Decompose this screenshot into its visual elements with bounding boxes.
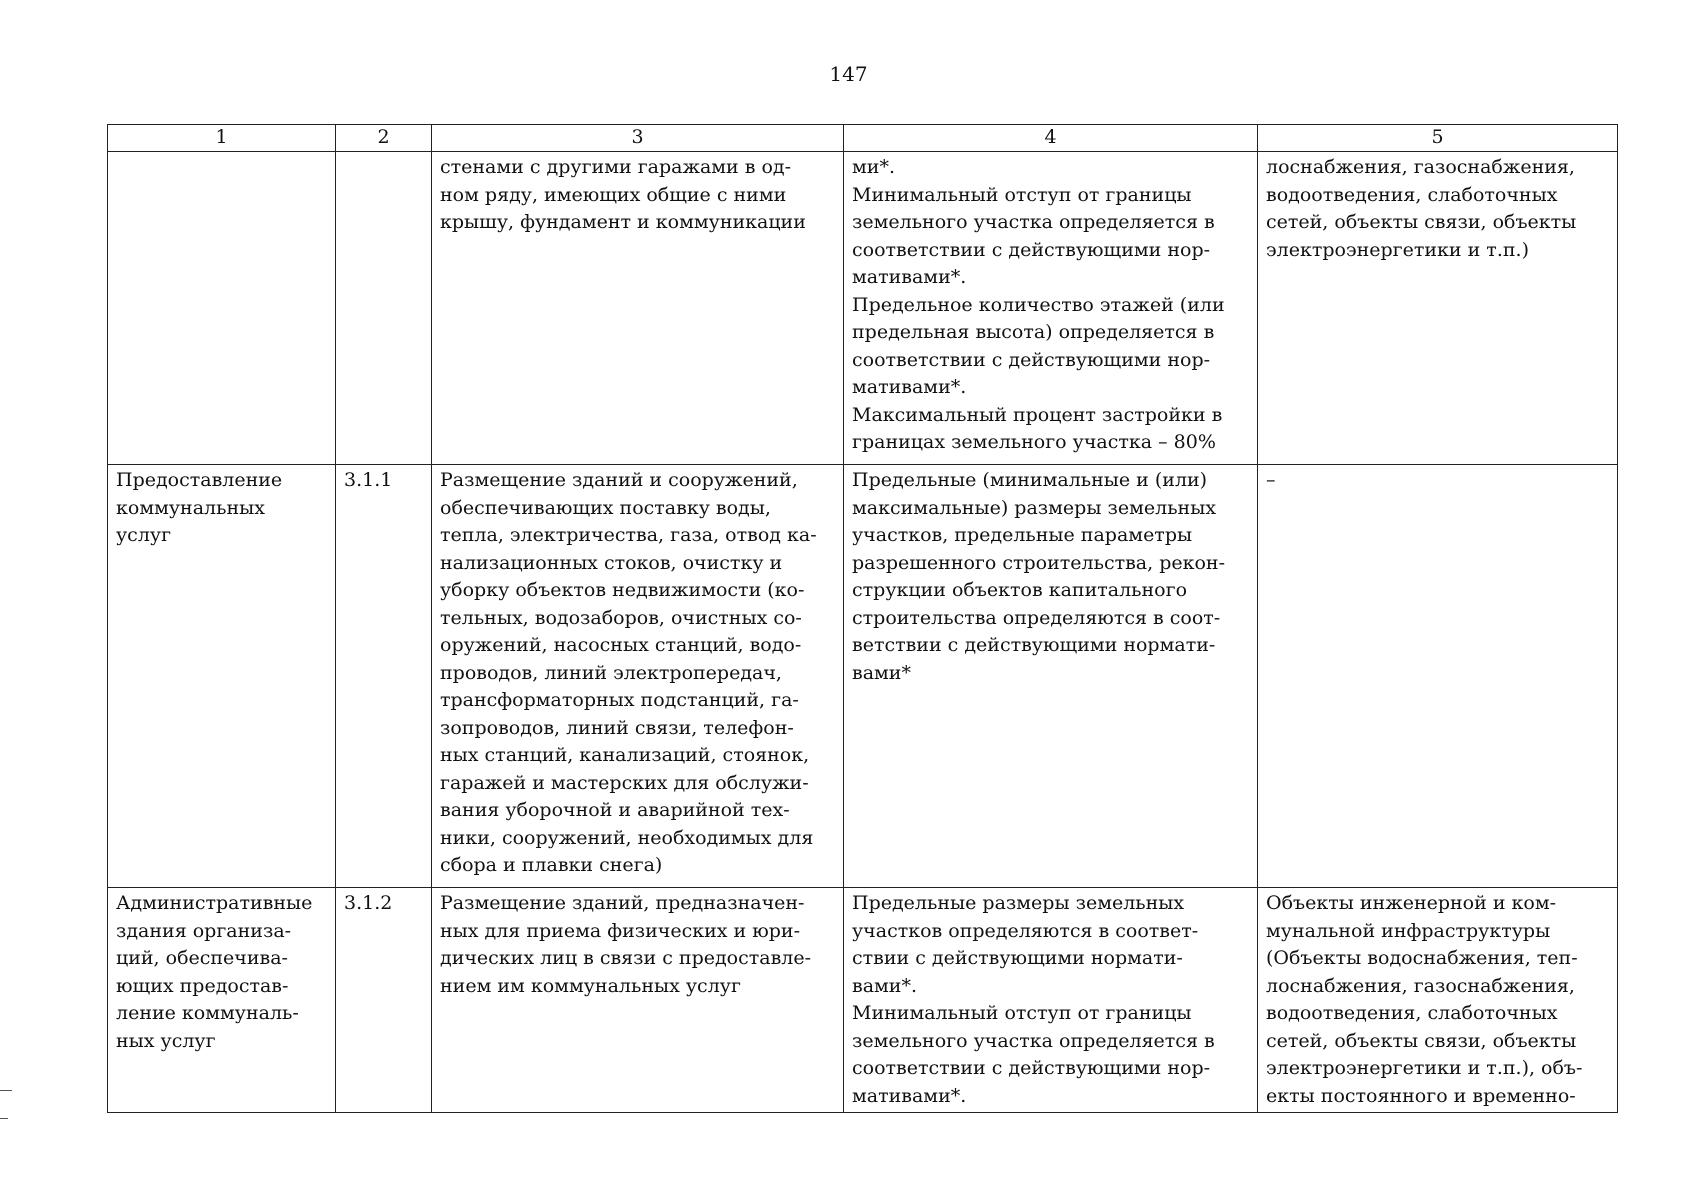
use-name-cell [108,152,336,465]
use-name-cell [108,888,336,1113]
parameters-text: Предельные (минимальные и (или) максимальные) размеры земельных участков, предельные параметры разрешенного строительства, рекон- струкции объектов капитального строительства определяются в соот- ветствии с действующими нормати- вами* [852,469,1226,684]
column-header-1: 1 [108,125,336,152]
zoning-table [107,124,1618,1113]
table-header-row [108,125,1618,152]
column-header-2: 2 [336,125,432,152]
infrastructure-cell [1258,152,1618,465]
use-code-cell [336,888,432,1113]
page-number: 147 [829,62,868,86]
infrastructure-text: лоснабжения, газоснабжения, водоотведения, слаботочных сетей, объекты связи, объекты электроэнергетики и т.п.) [1266,156,1577,261]
use-description-text: стенами с другими гаражами в од- ном ряду, имеющих общие с ними крышу, фундамент и коммуникации [440,156,806,233]
use-description-cell [432,888,844,1113]
table-row [108,888,1618,1113]
table-row [108,465,1618,888]
use-code-text: 3.1.1 [344,469,393,491]
use-code-cell [336,152,432,465]
use-code-text: 3.1.2 [344,892,393,914]
use-name-text: Предоставление коммунальных услуг [116,469,283,546]
table-row [108,152,1618,465]
use-name-text: Административные здания организа- ций, обеспечива- ющих предостав- ление коммуналь- ных услуг [116,892,313,1052]
use-description-text: Размещение зданий, предназначен- ных для приема физических и юри- дических лиц в связи с предоставле- нием им коммунальных услуг [440,892,812,997]
parameters-cell [844,152,1258,465]
parameters-text: ми*. Минимальный отступ от границы земельного участка определяется в соответствии с действующими нор- мативами*. Предельное количество этажей (или предельная высота) определяется в соответствии с действующими нор- мативами*. Максимальный процент застройки в границах земельного участка – 80% [852,156,1225,453]
margin-mark [0,1090,12,1091]
parameters-cell [844,888,1258,1113]
parameters-text: Предельные размеры земельных участков определяются в соответ- ствии с действующими нормати- вами*. Минимальный отступ от границы земельного участка определяется в соответствии с действующими нор- мативами*. [852,892,1215,1107]
column-header-5: 5 [1258,125,1618,152]
infrastructure-text: – [1266,469,1276,491]
margin-mark [0,1118,8,1119]
use-code-cell [336,465,432,888]
use-description-text: Размещение зданий и сооружений, обеспечивающих поставку воды, тепла, электричества, газа, отвод ка- нализационных стоков, очистку и уборку объектов недвижимости (ко- тельных, водозаборов, очистных со- оружений, насосных станций, водо- проводов, линий электропередач, трансформаторных подстанций, га- зопроводов, линий связи, телефон- ных станций, канализаций, стоянок, гаражей и мастерских для обслужи- вания уборочной и аварийной тех- ники, сооружений, необходимых для сбора и плавки снега) [440,469,817,876]
parameters-cell [844,465,1258,888]
infrastructure-cell [1258,465,1618,888]
infrastructure-text: Объекты инженерной и ком- мунальной инфраструктуры (Объекты водоснабжения, теп- лоснабжения, газоснабжения, водоотведения, слаботочных сетей, объекты связи, объекты электроэнергетики и т.п.), объ- екты постоянного и временно- [1266,892,1583,1107]
infrastructure-cell [1258,888,1618,1113]
use-name-cell [108,465,336,888]
column-header-4: 4 [844,125,1258,152]
column-header-3: 3 [432,125,844,152]
use-description-cell [432,152,844,465]
use-description-cell [432,465,844,888]
